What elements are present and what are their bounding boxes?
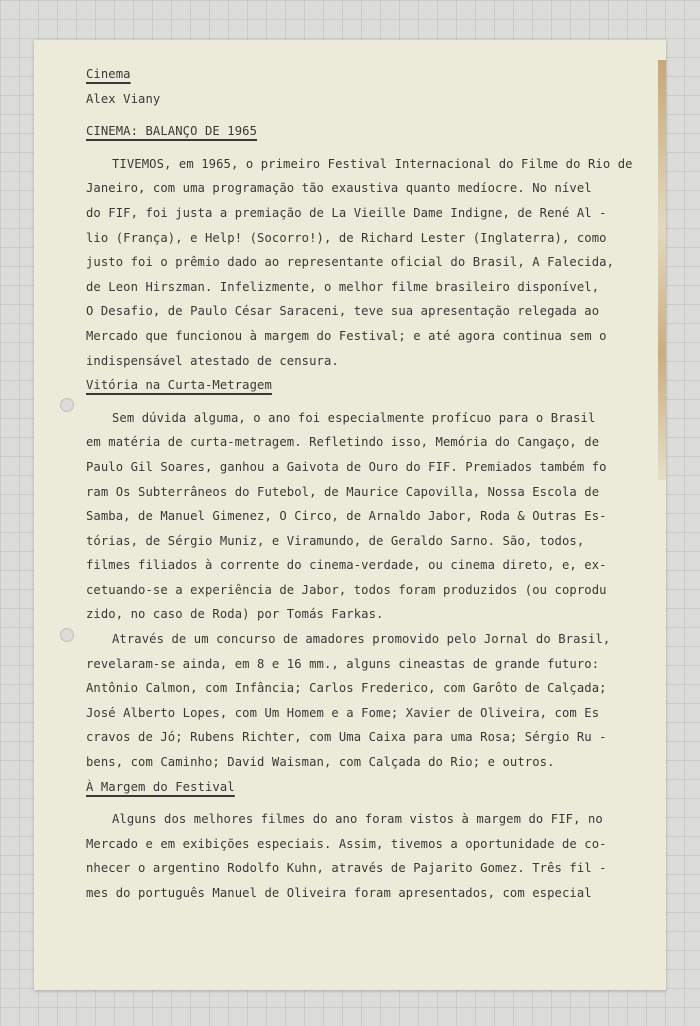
text-line: de Leon Hirszman. Infelizmente, o melhor filme brasileiro disponível,: [86, 279, 600, 294]
section-label: Cinema: [86, 67, 131, 81]
text-line: O Desafio, de Paulo César Saraceni, teve sua apresentação relegada ao: [86, 304, 600, 319]
paragraph-4: [86, 807, 646, 905]
text-line: bens, com Caminho; David Waisman, com Calçada do Rio; e outros.: [86, 755, 555, 770]
text-line: Mercado que funcionou à margem do Festival; e até agora continua sem o: [86, 328, 607, 343]
paragraph-1: [86, 152, 646, 373]
section-heading-curta: Vitória na Curta-Metragem: [86, 378, 272, 393]
section-heading-margem: À Margem do Festival: [86, 779, 235, 794]
text-line: revelaram-se ainda, em 8 e 16 mm., alguns cineastas de grande futuro:: [86, 656, 600, 671]
text-line: Mercado e em exibições especiais. Assim, tivemos a oportunidade de co-: [86, 836, 607, 851]
typewritten-page: [34, 40, 666, 990]
text-line: tórias, de Sérgio Muniz, e Viramundo, de Geraldo Sarno. São, todos,: [86, 533, 585, 548]
text-line: Através de um concurso de amadores promovido pelo Jornal do Brasil,: [112, 632, 611, 647]
author-name: Alex Viany: [86, 91, 161, 106]
punch-hole-bottom: [60, 628, 74, 642]
text-line: cetuando-se a experiência de Jabor, todos foram produzidos (ou coprodu: [86, 582, 607, 597]
text-line: em matéria de curta-metragem. Refletindo isso, Memória do Cangaço, de: [86, 435, 600, 450]
text-line: ram Os Subterrâneos do Futebol, de Maurice Capovilla, Nossa Escola de: [86, 484, 600, 499]
text-line: do FIF, foi justa a premiação de La Vieille Dame Indigne, de René Al -: [86, 205, 607, 220]
punch-hole-top: [60, 398, 74, 412]
text-line: indispensável atestado de censura.: [86, 353, 339, 368]
text-line: filmes filiados à corrente do cinema-verdade, ou cinema direto, e, ex-: [86, 558, 607, 573]
article-title: CINEMA: BALANÇO DE 1965: [86, 124, 258, 139]
text-line: zido, no caso de Roda) por Tomás Farkas.: [86, 607, 384, 622]
text-line: Paulo Gil Soares, ganhou a Gaivota de Ouro do FIF. Premiados também fo: [86, 459, 607, 474]
text-line: Sem dúvida alguma, o ano foi especialmente profícuo para o Brasil: [112, 410, 596, 425]
text-line: Antônio Calmon, com Infância; Carlos Frederico, com Garôto de Calçada;: [86, 681, 607, 696]
text-line: TIVEMOS, em 1965, o primeiro Festival Internacional do Filme do Rio de: [112, 156, 633, 171]
text-line: mes do português Manuel de Oliveira foram apresentados, com especial: [86, 886, 592, 900]
paragraph-2: [86, 406, 646, 627]
text-line: Janeiro, com uma programação tão exaustiva quanto medíocre. No nível: [86, 181, 592, 196]
text-line: Alguns dos melhores filmes do ano foram vistos à margem do FIF, no: [112, 812, 603, 827]
text-line: José Alberto Lopes, com Um Homem e a Fome; Xavier de Oliveira, com Es: [86, 705, 600, 720]
text-line: justo foi o prêmio dado ao representante oficial do Brasil, A Falecida,: [86, 255, 615, 270]
text-line: lio (França), e Help! (Socorro!), de Richard Lester (Inglaterra), como: [86, 230, 607, 245]
text-line: cravos de Jó; Rubens Richter, com Uma Caixa para uma Rosa; Sérgio Ru -: [86, 730, 607, 745]
text-line: Samba, de Manuel Gimenez, O Circo, de Arnaldo Jabor, Roda & Outras Es-: [86, 509, 607, 524]
rust-stain: [658, 60, 666, 480]
text-line: nhecer o argentino Rodolfo Kuhn, através de Pajarito Gomez. Três fil -: [86, 861, 607, 876]
page-text: [86, 62, 646, 906]
paragraph-3: [86, 627, 646, 775]
